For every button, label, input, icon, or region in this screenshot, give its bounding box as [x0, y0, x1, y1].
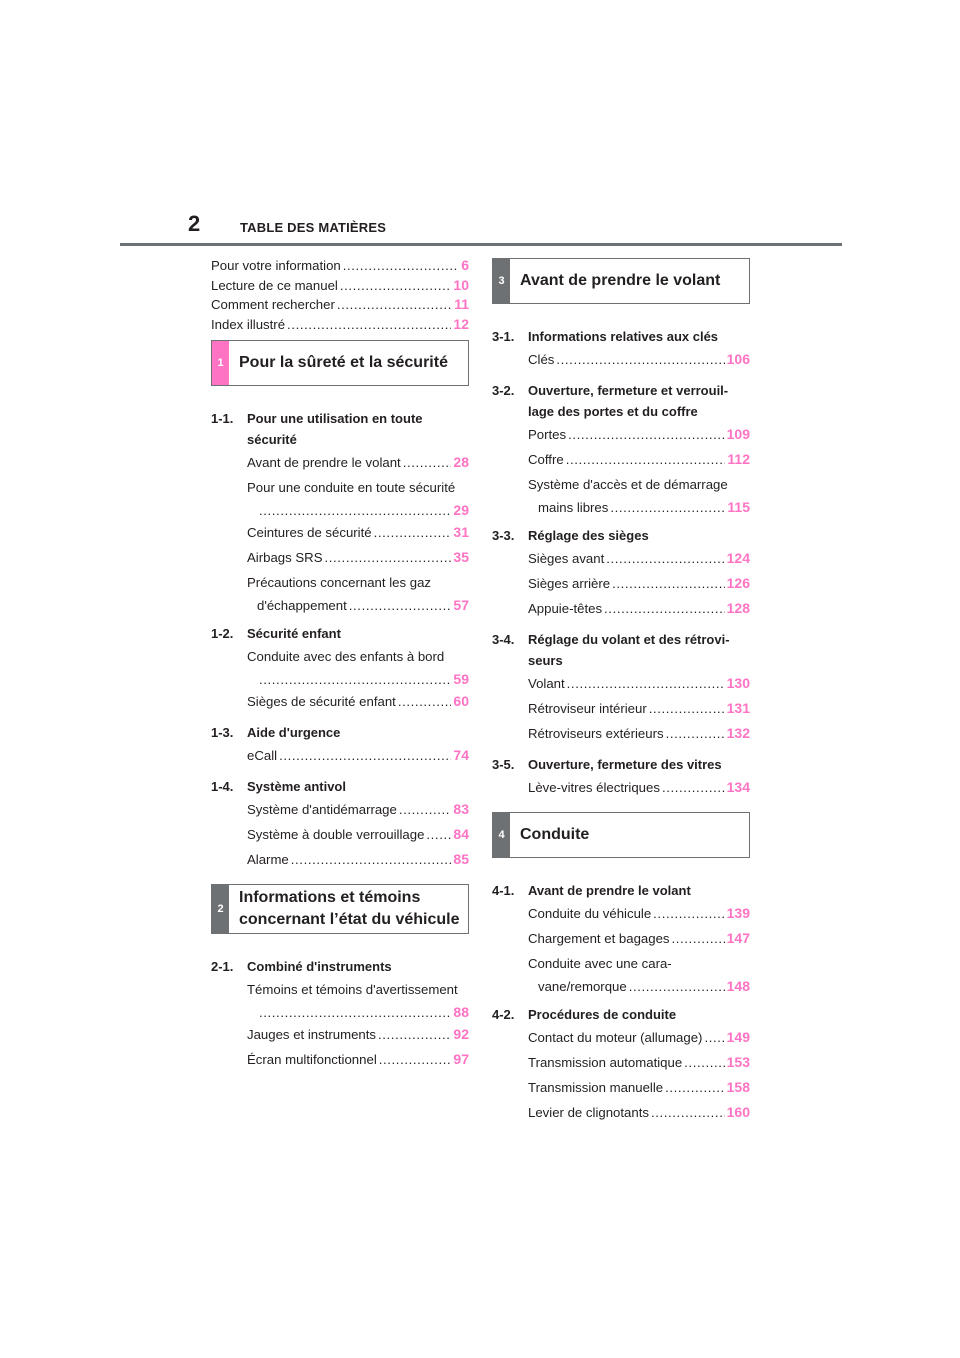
page-link[interactable]: 126 [726, 575, 750, 591]
page-link[interactable]: 35 [453, 549, 469, 565]
toc-entry[interactable]: Sièges arrière ..... 126 [492, 571, 750, 596]
chapter-tab: 3 [493, 259, 510, 303]
section-heading: 3-4. Réglage du volant et des rétrovi- seurs [492, 632, 730, 668]
toc-entry[interactable]: Jauges et instruments ..... 92 [211, 1022, 469, 1047]
section-heading: 3-3. Réglage des sièges [492, 528, 649, 543]
toc-entry[interactable]: Contact du moteur (allumage) ..... 149 [492, 1025, 750, 1050]
page-link[interactable]: 57 [453, 597, 469, 613]
section-heading: 1-3. Aide d'urgence [211, 725, 341, 740]
toc-entry[interactable]: Pour votre information ..... 6 [211, 256, 469, 276]
page-link[interactable]: 6 [461, 257, 469, 273]
page-link[interactable]: 85 [453, 851, 469, 867]
toc-entry[interactable] [211, 1002, 469, 1022]
page-title: TABLE DES MATIÈRES [240, 220, 387, 235]
page-link[interactable]: 148 [726, 978, 750, 994]
toc-entry[interactable]: d'échappement ..... 57 [211, 595, 469, 615]
chapter-tab: 1 [212, 341, 229, 385]
toc-entry[interactable]: Avant de prendre le volant ..... 28 [211, 450, 469, 475]
toc-column-left [211, 256, 469, 1072]
toc-entry-line: Conduite avec une cara- [528, 956, 672, 971]
toc-entry[interactable]: Appuie-têtes ..... 128 [492, 596, 750, 621]
toc-entry[interactable]: Rétroviseurs extérieurs ..... 132 [492, 721, 750, 746]
section-heading: 2-1. Combiné d'instruments [211, 959, 392, 974]
toc-entry[interactable]: Alarme ..... 85 [211, 847, 469, 872]
toc-entry[interactable]: Ceintures de sécurité ..... 31 [211, 520, 469, 545]
toc-entry[interactable]: Transmission automatique ..... 153 [492, 1050, 750, 1075]
page-link[interactable]: 149 [726, 1029, 750, 1045]
page-header [120, 211, 842, 245]
toc-entry[interactable]: Rétroviseur intérieur ..... 131 [492, 696, 750, 721]
page-link[interactable]: 134 [726, 779, 750, 795]
header-rule [120, 243, 842, 246]
page-link[interactable]: 74 [453, 747, 469, 763]
toc-entry-line: Système d'accès et de démarrage [528, 477, 728, 492]
toc-entry[interactable]: mains libres ..... 115 [492, 497, 750, 517]
page-link[interactable]: 10 [453, 276, 469, 293]
chapter-title: Conduite [520, 826, 590, 843]
toc-entry[interactable]: Comment rechercher ..... 11 [211, 295, 469, 315]
section-heading: 4-1. Avant de prendre le volant [492, 883, 691, 898]
page-link[interactable]: 124 [726, 550, 750, 566]
toc-entry[interactable]: Lecture de ce manuel ..... 10 [211, 276, 469, 296]
page-link[interactable]: 147 [726, 930, 750, 946]
toc-entry[interactable]: Système à double verrouillage ..... 84 [211, 822, 469, 847]
toc-entry[interactable]: Lève-vitres électriques ..... 134 [492, 775, 750, 800]
toc-entry[interactable]: eCall ..... 74 [211, 743, 469, 768]
page-link[interactable]: 158 [726, 1079, 750, 1095]
toc-entry[interactable]: Volant ..... 130 [492, 671, 750, 696]
page-link[interactable]: 115 [727, 499, 750, 515]
toc-entry-line: Témoins et témoins d'avertissement [247, 982, 458, 997]
page-link[interactable]: 128 [726, 600, 750, 616]
chapter-3-box[interactable] [492, 258, 750, 304]
page-link[interactable]: 29 [453, 502, 469, 518]
toc-entry-line: Pour une conduite en toute sécurité [247, 480, 456, 495]
page-link[interactable]: 60 [453, 693, 469, 709]
toc-entry[interactable]: Système d'antidémarrage ..... 83 [211, 797, 469, 822]
page-link[interactable]: 97 [453, 1051, 469, 1067]
toc-entry[interactable]: Conduite du véhicule ..... 139 [492, 901, 750, 926]
chapter-tab: 2 [212, 885, 229, 933]
toc-entry[interactable] [211, 500, 469, 520]
page-link[interactable]: 139 [726, 905, 750, 921]
page-link[interactable]: 92 [453, 1026, 469, 1042]
toc-entry[interactable] [211, 669, 469, 689]
chapter-1-box[interactable] [211, 340, 469, 386]
page-link[interactable]: 59 [453, 671, 469, 687]
toc-entry[interactable]: Chargement et bagages ..... 147 [492, 926, 750, 951]
page-link[interactable]: 132 [726, 725, 750, 741]
page-link[interactable]: 12 [453, 315, 469, 332]
chapter-title: Pour la sûreté et la sécurité [239, 354, 448, 371]
chapter-tab: 4 [493, 813, 510, 857]
page-link[interactable]: 84 [453, 826, 469, 842]
toc-entry[interactable]: Sièges avant ..... 124 [492, 546, 750, 571]
section-heading: 3-2. Ouverture, fermeture et verrouil- lage des portes et du coffre [492, 383, 729, 419]
section-heading: 3-1. Informations relatives aux clés [492, 329, 719, 344]
toc-column-right [492, 258, 750, 1125]
toc-entry[interactable]: vane/remorque ..... 148 [492, 976, 750, 996]
page-link[interactable]: 112 [727, 451, 750, 467]
page-link[interactable]: 131 [726, 700, 750, 716]
section-heading: 4-2. Procédures de conduite [492, 1007, 677, 1022]
chapter-title: Avant de prendre le volant [520, 272, 721, 289]
section-heading: 1-2. Sécurité enfant [211, 626, 341, 641]
toc-entry[interactable]: Index illustré ..... 12 [211, 315, 469, 335]
page-link[interactable]: 11 [454, 296, 469, 312]
toc-entry[interactable]: Écran multifonctionnel ..... 97 [211, 1047, 469, 1072]
toc-entry-line: Précautions concernant les gaz [247, 575, 432, 590]
page-link[interactable]: 28 [453, 454, 469, 470]
page-link[interactable]: 106 [726, 351, 750, 367]
toc-entry[interactable]: Airbags SRS ..... 35 [211, 545, 469, 570]
page-link[interactable]: 130 [726, 675, 750, 691]
toc-entry-line: Conduite avec des enfants à bord [247, 649, 445, 664]
section-heading: 1-1. Pour une utilisation en toute sécurité [211, 411, 423, 447]
page-link[interactable]: 160 [726, 1104, 750, 1120]
toc-entry[interactable]: Sièges de sécurité enfant ..... 60 [211, 689, 469, 714]
section-heading: 3-5. Ouverture, fermeture des vitres [492, 757, 722, 772]
page-link[interactable]: 31 [453, 524, 469, 540]
chapter-title: Informations et témoins concernant l’état du véhicule [239, 889, 460, 928]
page-number: 2 [188, 211, 201, 236]
page-link[interactable]: 109 [726, 426, 750, 442]
toc-entry[interactable]: Coffre ..... 112 [492, 447, 750, 472]
page-link[interactable]: 153 [726, 1054, 750, 1070]
toc-entry[interactable]: Levier de clignotants ..... 160 [492, 1100, 750, 1125]
section-heading: 1-4. Système antivol [211, 779, 346, 794]
chapter-2-box[interactable] [211, 884, 469, 934]
page-link[interactable]: 83 [453, 801, 469, 817]
toc-entry[interactable]: Portes ..... 109 [492, 422, 750, 447]
chapter-4-box[interactable] [492, 812, 750, 858]
toc-entry[interactable]: Clés ..... 106 [492, 347, 750, 372]
toc-entry[interactable]: Transmission manuelle ..... 158 [492, 1075, 750, 1100]
page-link[interactable]: 88 [453, 1004, 469, 1020]
